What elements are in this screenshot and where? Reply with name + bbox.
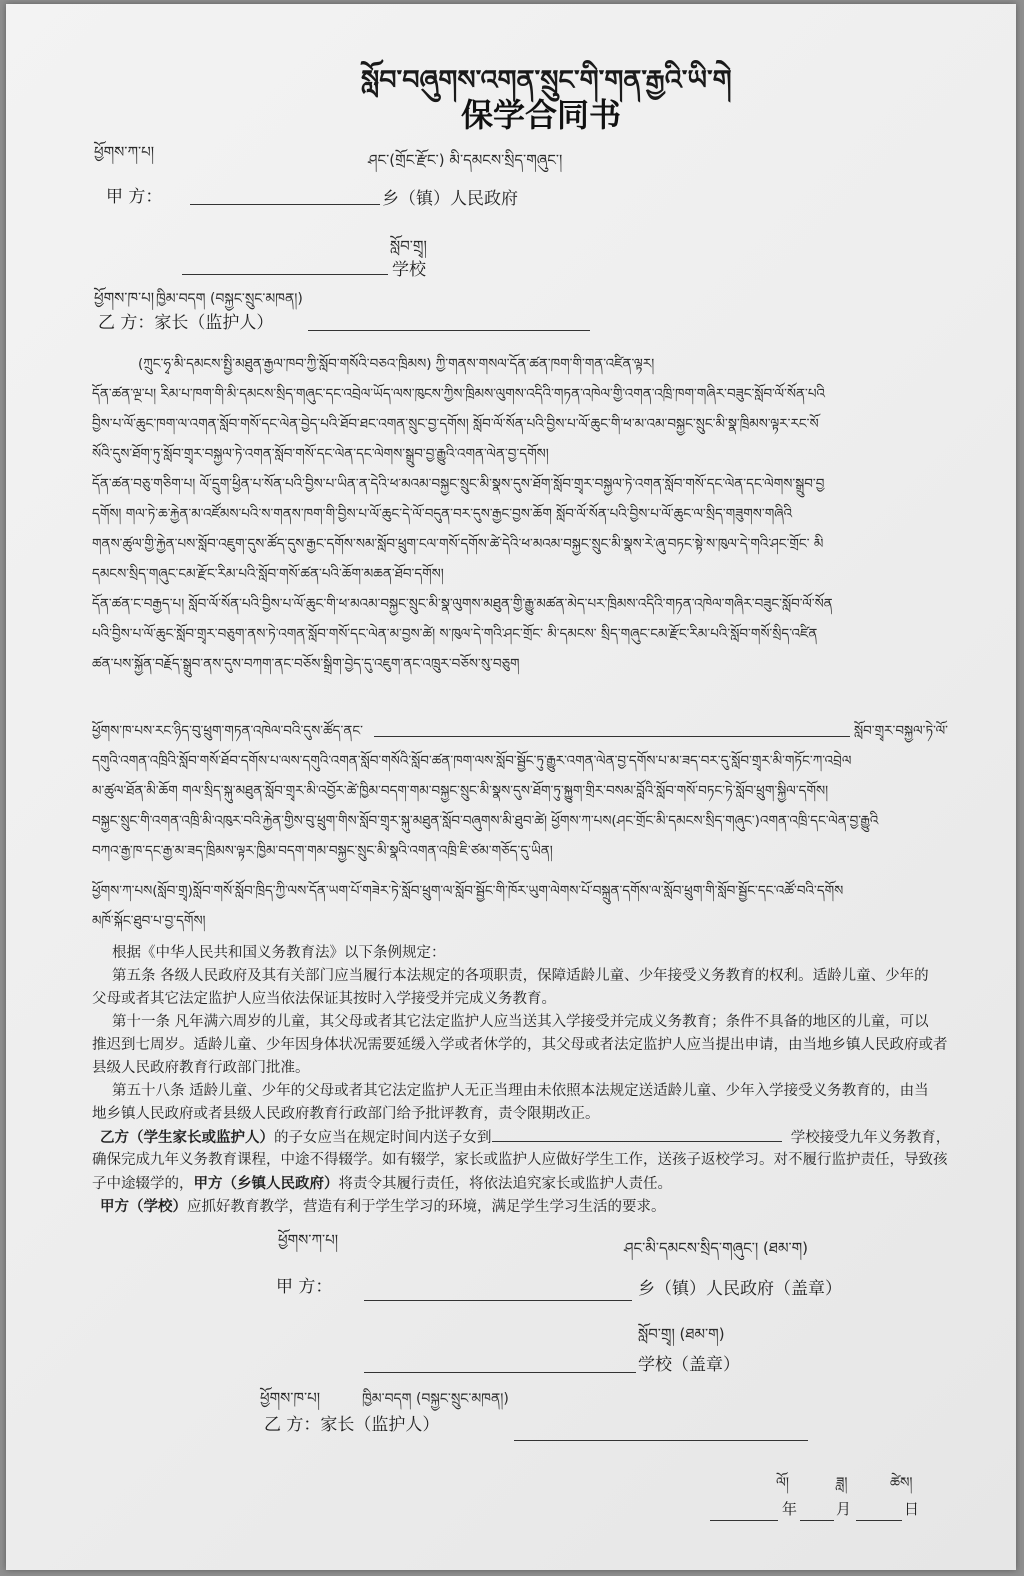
parent-name-line[interactable]: [308, 330, 590, 331]
tibetan-line: དམངས་སྲིད་གཞུང་ངམ་རྫོང་རིམ་པའི་སློབ་གསོ་ཚན་པའི་ཆོག་མཆན་ཐོབ་དགོས།: [92, 566, 444, 582]
sig-party-b-label: 乙 方：家长（监护人）: [264, 1415, 440, 1435]
date-year-blank[interactable]: [710, 1520, 778, 1521]
government-suffix: 乡（镇）人民政府: [382, 189, 518, 209]
tibetan-obligation-suffix: སློབ་གྲྭར་བསྐྱལ་ཏེ་ལོ་: [854, 723, 948, 739]
tibetan-line: དགོས། གལ་ཏེ་ཆ་རྐྱེན་མ་འཛོམས་པའི་ས་གནས་ཁག་གི་བྱིས་པ་ལོ་ཆུང་དེ་ལོ་བདུན་བར་དུས་རྒྱང་བྱས་ཆོག སློབ་ལོ་སོན་པའི་བྱིས་པ་ལོ་ཆུང་ལ་སྲིད་གཟུགས་གཞིའི: [92, 506, 793, 522]
tibetan-obligation: [92, 746, 982, 866]
party-a-gov-title: 甲方（乡镇人民政府）: [193, 1175, 339, 1192]
title-tibetan: སློབ་བཞུགས་འགན་སྲུང་གི་གན་རྒྱའི་ཡི་གེ: [361, 65, 732, 96]
tibetan-line: བཀའ་རྒྱ་ཁ་དང་རྒྱ་མ་ཟད་ཁྲིམས་ལྟར་ཁྱིམ་བདག་གམ་བསྐྱང་སྲུང་མི་སྣའི་འགན་འཁྲི་ཇི་ཙམ་གཅོད་དུ་ཡིན།: [92, 843, 553, 859]
party-b-label-tibetan: ཕྱོགས་ཁ་པ།: [94, 289, 155, 307]
date-day: 日: [904, 1500, 920, 1518]
article-11-cont: 推迟到七周岁。适龄儿童、少年因身体状况需要延缓入学或者休学的，其父母或者法定监护人应当提出申请，由当地乡镇人民政府或者: [92, 1037, 948, 1053]
chinese-school-blank[interactable]: [492, 1127, 782, 1142]
party-a-school-title: 甲方（学校）: [100, 1198, 187, 1215]
sig-party-a-label: 甲 方：: [276, 1277, 333, 1297]
tibetan-school-duty: [92, 876, 982, 936]
parent-label-tibetan: ཁྱིམ་བདག (བསྐྱང་སྲུང་མཁན།): [156, 291, 303, 307]
article-5-cont: 父母或者其它法定监护人应当依法保证其按时入学接受并完成义务教育。: [92, 991, 556, 1007]
obligation-b-line2: 确保完成九年义务教育课程，中途不得辍学。如有辍学，家长或监护人应做好学生工作，送孩子返校学习。对不履行监护责任，导致孩: [92, 1152, 948, 1168]
tibetan-line: དོན་ཚན་བཅུ་གཅིག་པ། ལོ་དྲུག་ཕྱིན་པ་སོན་པའི་བྱིས་པ་ཡིན་ན་དེའི་ཕ་མའམ་བསྐྱང་སྲུང་མི་སྣས་དུས་ཐོག་སློབ་གྲྭར་བསྐྱལ་ཏེ་འགན་སློབ་གསོ་དང་ལེན་དང་ལེགས་སྒྲུབ་བྱ: [92, 476, 825, 492]
tibetan-line: སོའི་དུས་ཐོག་ཏུ་སློབ་གྲྭར་བསྐྱལ་ཏེ་འགན་སློབ་གསོ་དང་ལེན་དང་ལེགས་སྒྲུབ་བྱ་རྒྱུའི་འགན་ལེན་བྱ་དགོས།: [92, 446, 549, 462]
title-chinese: 保学合同书: [461, 96, 622, 134]
obligation-party-a: [92, 1195, 978, 1218]
tibetan-line: ཚན་པས་སྐྱོན་བརྗོད་སྒྲུབ་ནས་དུས་བཀག་ནང་བཅོས་སྒྲིག་བྱེད་དུ་འཇུག་ནང་འཁྲུར་བཅོས་སུ་བཅུག: [92, 656, 520, 672]
article-11: 第十一条 凡年满六周岁的儿童，其父母或者其它法定监护人应当送其入学接受并完成义务教育；条件不具备的地区的儿童，可以: [112, 1014, 929, 1030]
sig-party-b-tibetan: ཕྱོགས་ཁ་པ།: [260, 1389, 321, 1407]
obligation-b-line3-pre: 子中途辍学的，: [92, 1176, 194, 1192]
date-year-tibetan: ལོ།: [776, 1475, 789, 1491]
tibetan-line: (ཀྲུང་ཧྭ་མི་དམངས་སྤྱི་མཐུན་རྒྱལ་ཁབ་ཀྱི་སློབ་གསོའི་བཅའ་ཁྲིམས) ཀྱི་གནས་གསལ་དོན་ཚན་ཁག་གི་གན་འཛིན་ལྟར།: [138, 356, 655, 372]
tibetan-line: དགུའི་འགན་འཁྲིའི་སློབ་གསོ་ཐོབ་དགོས་པ་ལས་དགུའི་འགན་སློབ་གསོའི་སློབ་ཚན་ཁག་ལས་སློབ་སྦྱོང་ཏུ་རྒྱུར་འགན་ལེན་བྱ་དགོས་པ་མ་ཟད་བར་དུ་སློབ་གྲྭར་མི་གཏོང་ཀ་འབྲེལ: [92, 753, 852, 769]
sig-gov-tibetan: ཤང་མི་དམངས་སྲིད་གཞུང་། (ཐམ་ག): [624, 1239, 809, 1257]
obligation-b-text: 的子女应当在规定时间内送子女到: [274, 1130, 492, 1146]
obligation-b-line3: [92, 1172, 978, 1195]
article-5: 第五条 各级人民政府及其有关部门应当履行本法规定的各项职责，保障适龄儿童、少年接受义务教育的权利。适龄儿童、少年的: [112, 968, 929, 984]
school-suffix: 学校: [392, 260, 426, 280]
date-day-blank[interactable]: [856, 1520, 902, 1521]
article-58-cont: 地乡镇人民政府或者县级人民政府教育行政部门给予批评教育，责令限期改正。: [92, 1106, 600, 1122]
contract-page: [6, 4, 1016, 1570]
school-label-tibetan: སློབ་གྲྭ།: [390, 237, 427, 255]
sig-gov-suffix: 乡（镇）人民政府（盖章）: [638, 1279, 842, 1299]
government-label-tibetan: ཤང་(གྲོང་རྫོང་) མི་དམངས་སྲིད་གཞུང་།: [368, 151, 563, 169]
article-58: 第五十八条 适龄儿童、少年的父母或者其它法定监护人无正当理由未依照本法规定送适龄儿童、少年入学接受义务教育的，由当: [112, 1083, 929, 1099]
obligation-b-line3-post: 将责令其履行责任，将依法追究家长或监护人责任。: [338, 1176, 672, 1192]
date-month-tibetan: ཟླ།: [836, 1475, 848, 1491]
sig-party-a-tibetan: ཕྱོགས་ཀ་པ།: [278, 1231, 339, 1249]
tibetan-line: གནས་ཚུལ་གྱི་རྐྱེན་པས་སློབ་འཇུག་དུས་ཚོད་དུས་རྒྱང་དགོས་སམ་སློབ་ཕྲུག་ངལ་གསོ་དགོས་ཚེ་དེའི་ཕ་མའམ་བསྐྱང་སྲུང་མི་སྣས་རེ་ཞུ་བཏང་སྟེ་ས་ཁུལ་དེ་གའི་ཤང་གྲོང་ མི: [92, 536, 824, 552]
tibetan-law-articles: [92, 349, 982, 679]
tibetan-obligation-prefix: ཕྱོགས་ཁ་པས་རང་ཉིད་བུ་ཕྲུག་གཏན་འཁེལ་བའི་དུས་ཚོད་ནང་: [92, 723, 363, 739]
obligation-party-b: [92, 1126, 978, 1149]
obligation-b-end: 学校接受九年义务教育，: [790, 1130, 951, 1146]
tibetan-line: ཕྱོགས་ཀ་པས(སློབ་གྲྭ)སློབ་གསོ་སློབ་ཁྲིད་ཀྱི་ལས་དོན་ཡག་པོ་གཟེར་ཏེ་སློབ་ཕྲུག་ལ་སློབ་སྦྱོང་གི་ཁོར་ཡུག་ལེགས་པོ་བསྐྲུན་དགོས་ལ་སློབ་ཕྲུག་གི་སློབ་སྦྱོང་དང་འཚོ་བའི་དགོས: [92, 883, 844, 899]
obligation-a-text: 应抓好教育教学，营造有利于学生学习的环境，满足学生学习生活的要求。: [187, 1199, 666, 1215]
tibetan-line: བསྐྱང་སྲུང་གི་འགན་འཁྲི་མི་འཁུར་བའི་རྐྱེན་གྱིས་བུ་ཕྲུག་གིས་སློབ་གྲྭར་སྐུ་མཐུན་སློབ་བཞུགས་མི་ཐུབ་ཚེ། ཕྱོགས་ཀ་པས(ཤང་གྲོང་མི་དམངས་སྲིད་གཞུང་)འགན་འཁྲི་དང་ལེན་བྱ་རྒྱུའི: [92, 813, 879, 829]
sig-gov-line[interactable]: [364, 1300, 632, 1301]
chinese-law-articles: [92, 942, 978, 1218]
party-a-label: 甲 方：: [106, 187, 163, 207]
sig-school-line[interactable]: [364, 1372, 636, 1373]
sig-school-tibetan: སློབ་གྲྭ། (ཐམ་ག): [638, 1325, 725, 1343]
date-month: 月: [836, 1500, 852, 1518]
chinese-intro: 根据《中华人民共和国义务教育法》以下条例规定：: [112, 945, 446, 961]
party-b-label: 乙 方：家长（监护人）: [98, 313, 274, 333]
tibetan-school-blank[interactable]: [374, 736, 850, 737]
sig-school-suffix: 学校（盖章）: [638, 1355, 740, 1375]
sig-parent-tibetan: ཁྱིམ་བདག (བསྐྱང་སྲུང་མཁན།): [362, 1391, 509, 1407]
sig-parent-line[interactable]: [514, 1440, 808, 1441]
date-year: 年: [782, 1500, 798, 1518]
tibetan-line: དོན་ཚན་ལྔ་པ། རིམ་པ་ཁག་གི་མི་དམངས་སྲིད་གཞུང་དང་འབྲེལ་ཡོད་ལས་ཁུངས་ཀྱིས་ཁྲིམས་ལུགས་འདིའི་གཏན་འཁེལ་གྱི་འགན་འཁྲི་ཁག་གཞིར་བཟུང་སློབ་ལོ་སོན་པའི: [92, 386, 826, 402]
government-name-line[interactable]: [190, 204, 380, 205]
tibetan-line: བྱིས་པ་ལོ་ཆུང་ཁག་ལ་འགན་སློབ་གསོ་དང་ལེན་བྱེད་པའི་ཐོབ་ཐང་འགན་སྲུང་བྱ་དགོས། སློབ་ལོ་སོན་པའི་བྱིས་པ་ལོ་ཆུང་གི་ཕ་མ་འམ་བསྐྱང་སྲུང་མི་སྣ་ཁྲིམས་ལྟར་རང་སོ: [92, 416, 819, 432]
article-11-cont: 县级人民政府教育行政部门批准。: [92, 1060, 310, 1076]
party-a-label-tibetan: ཕྱོགས་ཀ་པ།: [94, 143, 155, 161]
date-month-blank[interactable]: [800, 1520, 834, 1521]
tibetan-line: མཁོ་སྐོང་ཐུབ་པ་བྱ་དགོས།: [92, 913, 206, 929]
tibetan-line: དོན་ཚན་ང་བརྒྱད་པ། སློབ་ལོ་སོན་པའི་བྱིས་པ་ལོ་ཆུང་གི་ཕ་མའམ་བསྐྱང་སྲུང་མི་སྣ་ལུགས་མཐུན་གྱི་རྒྱུ་མཚན་མེད་པར་ཁྲིམས་འདིའི་གཏན་འཁེལ་གཞིར་བཟུང་སློབ་ལོ་སོན: [92, 596, 833, 612]
date-day-tibetan: ཚེས།: [890, 1475, 913, 1491]
party-b-title: 乙方（学生家长或监护人）: [100, 1129, 274, 1146]
tibetan-line: མ་ཚུལ་ཐོན་མི་ཆོག གལ་སྲིད་སྐུ་མཐུན་སློབ་གྲྭར་མི་འབྱོར་ཚེ་ཁྱིམ་བདག་གམ་བསྐྱང་སྲུང་མི་སྣས་དུས་ཐོག་ཏུ་སྐྱུག་གྲིར་བསམ་བློའི་སློབ་གསོ་བཏང་ཏེ་སློབ་ཕྲུག་སྐྱིལ་དགོས།: [92, 783, 829, 799]
tibetan-line: པའི་བྱིས་པ་ལོ་ཆུང་སློབ་གྲྭར་བཅུག་ནས་ཏེ་འགན་སློབ་གསོ་དང་ལེན་མ་བྱས་ཚེ། ས་ཁུལ་དེ་གའི་ཤང་གྲོང་ མི་དམངས་ སྲིད་གཞུང་ངམ་རྫོང་རིམ་པའི་སློབ་གསོ་སྲིད་འཛིན: [92, 626, 818, 642]
school-name-line[interactable]: [182, 274, 388, 275]
